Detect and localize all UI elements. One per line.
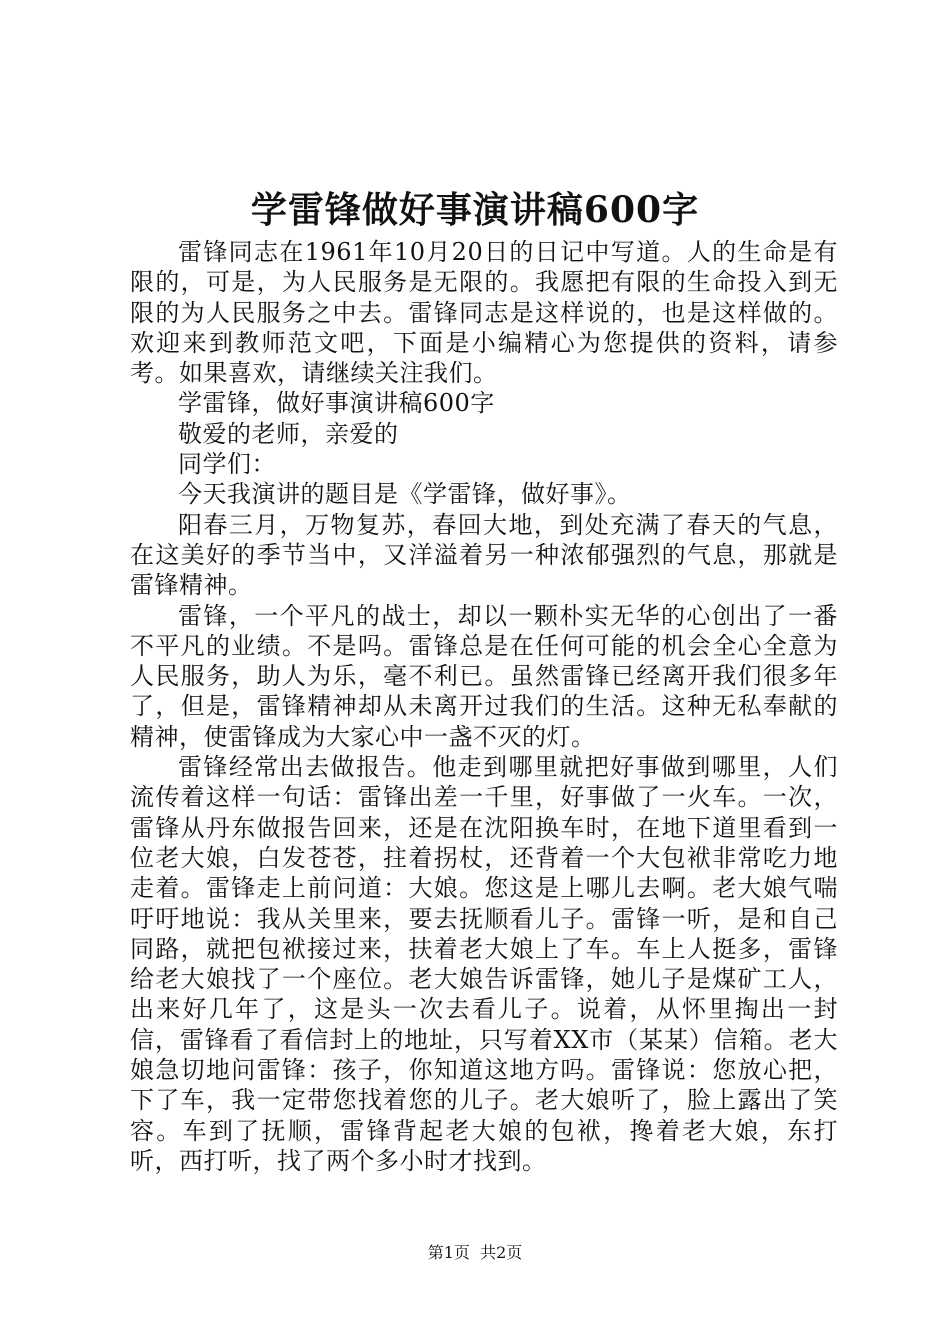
- paragraph-intro: 雷锋同志在1961年10月20日的日记中写道。人的生命是有限的，可是，为人民服务是无限的。我愿把有限的生命投入到无限的为人民服务之中去。雷锋同志是这样说的，也是这样做的。欢迎来到教师范文吧，下面是小编精心为您提供的资料，请参考。如果喜欢，请继续关注我们。: [130, 238, 838, 388]
- paragraph-greeting: 敬爱的老师，亲爱的: [178, 419, 399, 448]
- paragraph-speech-title: 学雷锋，做好事演讲稿600字: [178, 389, 495, 418]
- paragraph-spring: 阳春三月，万物复苏，春回大地，到处充满了春天的气息，在这美好的季节当中，又洋溢着另一种浓郁强烈的气息，那就是雷锋精神。: [130, 510, 838, 600]
- paragraph-ordinary-soldier: 雷锋，一个平凡的战士，却以一颗朴实无华的心创出了一番不平凡的业绩。不是吗。雷锋总是在任何可能的机会全心全意为人民服务，助人为乐，毫不利已。虽然雷锋已经离开我们很多年了，但是，雷锋精神却从未离开过我们的生活。这种无私奉献的精神，使雷锋成为大家心中一盏不灭的灯。: [130, 601, 838, 751]
- page-total: 共2页: [480, 1243, 523, 1262]
- page-title: 学雷锋做好事演讲稿600字: [250, 189, 700, 231]
- page-footer: [0, 1243, 950, 1263]
- paragraph-topic: 今天我演讲的题目是《学雷锋，做好事》。: [178, 480, 632, 509]
- document-body: [130, 237, 838, 1176]
- paragraph-classmates: 同学们：: [178, 450, 276, 479]
- paragraph-story: 雷锋经常出去做报告。他走到哪里就把好事做到哪里，人们流传着这样一句话：雷锋出差一千里，好事做了一火车。一次，雷锋从丹东做报告回来，还是在沈阳换车时，在地下道里看到一位老大娘，白发苍苍，拄着拐杖，还背着一个大包袱非常吃力地走着。雷锋走上前问道：大娘。您这是上哪儿去啊。老大娘气喘吁吁地说：我从关里来，要去抚顺看儿子。雷锋一听，是和自己同路，就把包袱接过来，扶着老大娘上了车。车上人挺多，雷锋给老大娘找了一个座位。老大娘告诉雷锋，她儿子是煤矿工人，出来好几年了，这是头一次去看儿子。说着，从怀里掏出一封信，雷锋看了看信封上的地址，只写着XX市（某某）信箱。老大娘急切地问雷锋：孩子，你知道这地方吗。雷锋说：您放心把，下了车，我一定带您找着您的儿子。老大娘听了，脸上露出了笑容。车到了抚顺，雷锋背起老大娘的包袱，搀着老大娘，东打听，西打听，找了两个多小时才找到。: [130, 753, 838, 1175]
- page-number: 第1页: [427, 1243, 470, 1262]
